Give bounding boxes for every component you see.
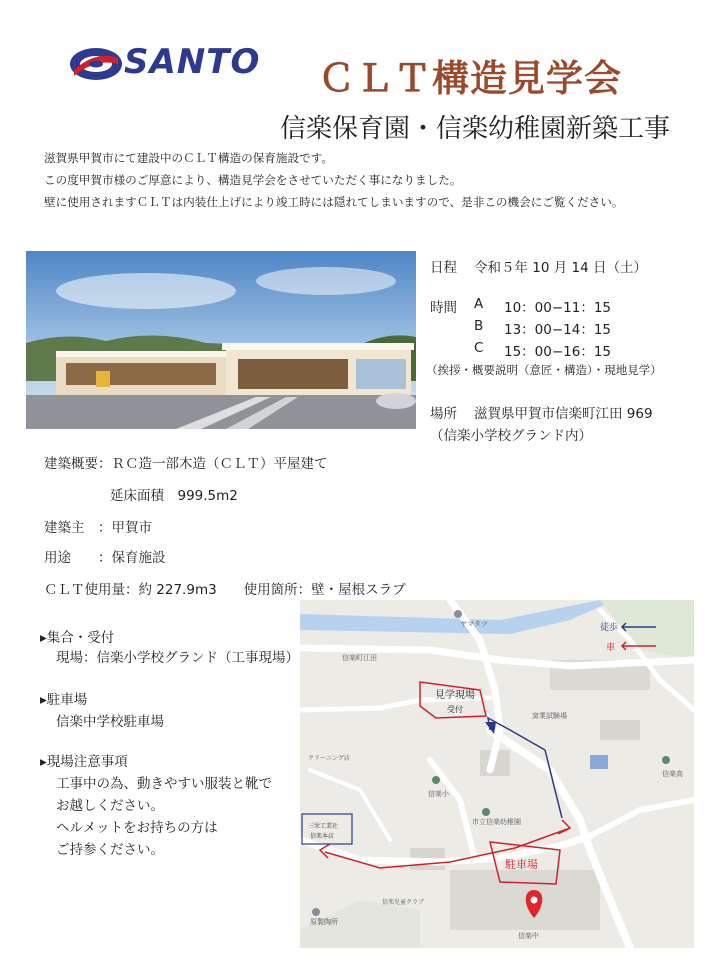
map-place-yamatatsu: ヤマタツ — [460, 620, 488, 628]
high-school-pin-icon — [662, 756, 670, 764]
map-place-kindergarten: 市立信楽幼稚園 — [472, 818, 521, 826]
slot-c-time: 15：00−16：15 — [504, 344, 612, 360]
caution-line-1: 工事中の為、動きやすい服装と靴で — [56, 776, 272, 792]
time-label: 時間 — [430, 300, 457, 316]
slot-b-letter: B — [474, 318, 484, 334]
intro-line-1: 滋賀県甲賀市にて建設中のＣＬＴ構造の保育施設です。 — [44, 151, 333, 165]
factory-pin-icon — [312, 908, 320, 916]
date-value: 令和５年 10 月 14 日（土） — [474, 260, 648, 276]
page-title: ＣＬＴ構造見学会 — [318, 57, 622, 100]
caution-line-3: ヘルメットをお持ちの方は — [56, 820, 218, 836]
legend-walk-label: 徒歩 — [600, 623, 619, 633]
date-label: 日程 — [430, 260, 457, 276]
spec-overview: 建築概要：ＲＣ造一部木造（ＣＬＴ）平屋建て — [44, 456, 328, 472]
map-place-eda: 信楽町江田 — [342, 654, 377, 662]
spec-floor-area: 延床面積 999.5m2 — [110, 488, 238, 504]
caution-line-2: お越しください。 — [56, 798, 164, 814]
map-place-kiln: 窯業試験場 — [532, 712, 567, 720]
page-subtitle: 信楽保育園・信楽幼稚園新築工事 — [280, 114, 671, 144]
map-place-cleaning: クリーニング店 — [308, 755, 350, 762]
map-place-hara: 原製陶所 — [310, 918, 338, 926]
map-site-label: 見学現場 — [435, 690, 475, 701]
map-reception-label: 受付 — [447, 705, 463, 714]
spec-owner: 建築主 ：甲賀市 — [44, 520, 152, 536]
gather-heading: ▸集合・受付 — [40, 630, 115, 646]
caution-heading: ▸現場注意事項 — [40, 754, 128, 770]
kindergarten-pin-icon — [482, 808, 490, 816]
slot-c-letter: C — [474, 340, 484, 356]
parking-heading: ▸駐車場 — [40, 692, 88, 708]
map-place-junior-high: 信楽中 — [518, 932, 539, 940]
legend-car-label: 車 — [606, 643, 616, 653]
map-parking-label: 駐車場 — [505, 858, 538, 871]
slot-a-time: 10：00−11：15 — [504, 300, 612, 316]
slot-b-time: 13：00−14：15 — [504, 322, 612, 338]
map-place-club: 信楽児童クラブ — [382, 899, 425, 906]
spec-clt: ＣＬＴ使用量：約 227.9m3 使用箇所：壁・屋根スラブ — [44, 582, 406, 598]
parking-body: 信楽中学校駐車場 — [56, 714, 164, 730]
map-office-label-1: 三栄工業社 — [308, 823, 339, 830]
intro-line-2: この度甲賀市様のご厚意により、構造見学会をさせていただく事になりました。 — [44, 173, 462, 187]
time-note: （挨拶・概要説明（意匠・構造）・現地見学） — [426, 363, 662, 377]
santo-logo-text: SANTO — [124, 42, 261, 82]
santo-logo-mark-icon — [70, 48, 122, 80]
school-pin-icon — [432, 776, 440, 784]
place-note: （信楽小学校グランド内） — [430, 428, 592, 444]
caution-line-4: ご持参ください。 — [56, 842, 164, 858]
map-pin-icon — [454, 610, 462, 618]
place-value: 滋賀県甲賀市信楽町江田 969 — [474, 406, 653, 422]
map-place-elementary: 信楽小 — [428, 790, 449, 798]
place-label: 場所 — [430, 406, 457, 422]
map-place-high: 信楽高 — [662, 770, 683, 778]
access-map — [300, 600, 694, 948]
building-rendering-image — [26, 251, 416, 429]
gather-body: 現場：信楽小学校グランド（工事現場） — [56, 650, 299, 666]
spec-use: 用途 ：保育施設 — [44, 550, 166, 566]
slot-a-letter: A — [474, 296, 484, 312]
intro-line-3: 壁に使用されますＣＬＴは内装仕上げにより竣工時には隠れてしまいますので、是非この機会にご覧ください。 — [44, 195, 624, 209]
map-office-label-2: 信楽本店 — [310, 833, 335, 840]
